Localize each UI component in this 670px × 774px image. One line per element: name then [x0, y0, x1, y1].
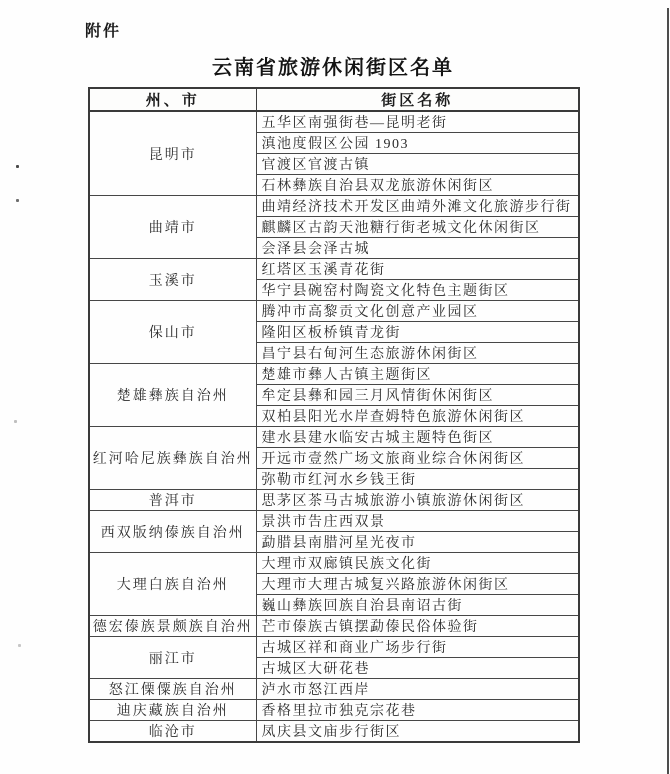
street-cell: 石林彝族自治县双龙旅游休闲街区: [256, 175, 579, 196]
region-cell: 曲靖市: [89, 196, 256, 259]
region-cell: 西双版纳傣族自治州: [89, 511, 256, 553]
street-cell: 红塔区玉溪青花街: [256, 259, 579, 280]
street-cell: 五华区南强街巷—昆明老街: [256, 111, 579, 133]
table-row: [89, 511, 579, 532]
table-row: [89, 700, 579, 721]
table-row: [89, 490, 579, 511]
scan-speck: [16, 199, 19, 202]
street-cell: 凤庆县文庙步行街区: [256, 721, 579, 743]
column-header-region: 州、市: [89, 88, 256, 111]
region-cell: 迪庆藏族自治州: [89, 700, 256, 721]
table-row: [89, 427, 579, 448]
scan-speck: [18, 644, 21, 647]
attachment-label: 附件: [85, 23, 122, 40]
table-row: [89, 111, 579, 133]
street-cell: 思茅区茶马古城旅游小镇旅游休闲街区: [256, 490, 579, 511]
street-cell: 弥勒市红河水乡钱王街: [256, 469, 579, 490]
region-cell: 怒江傈僳族自治州: [89, 679, 256, 700]
street-cell: 牟定县彝和园三月风情街休闲街区: [256, 385, 579, 406]
street-cell: 巍山彝族回族自治县南诏古街: [256, 595, 579, 616]
street-cell: 古城区祥和商业广场步行街: [256, 637, 579, 658]
table-header-row: [89, 88, 579, 111]
table-row: [89, 196, 579, 217]
street-cell: 大理市大理古城复兴路旅游休闲街区: [256, 574, 579, 595]
table-row: [89, 553, 579, 574]
page-title: 云南省旅游休闲街区名单: [212, 57, 454, 79]
street-cell: 建水县建水临安古城主题特色街区: [256, 427, 579, 448]
column-header-street: 街区名称: [256, 88, 579, 111]
region-cell: 普洱市: [89, 490, 256, 511]
region-cell: 玉溪市: [89, 259, 256, 301]
table-row: [89, 616, 579, 637]
table-header: [89, 88, 579, 111]
table-row: [89, 679, 579, 700]
table-row: [89, 364, 579, 385]
street-cell: 古城区大研花巷: [256, 658, 579, 679]
street-cell: 楚雄市彝人古镇主题街区: [256, 364, 579, 385]
table-row: [89, 259, 579, 280]
street-cell: 大理市双廊镇民族文化街: [256, 553, 579, 574]
street-cell: 滇池度假区公园 1903: [256, 133, 579, 154]
scan-speck: [14, 420, 17, 423]
street-cell: 曲靖经济技术开发区曲靖外滩文化旅游步行街: [256, 196, 579, 217]
region-cell: 丽江市: [89, 637, 256, 679]
street-cell: 隆阳区板桥镇青龙街: [256, 322, 579, 343]
region-cell: 临沧市: [89, 721, 256, 743]
street-cell: 双柏县阳光水岸查姆特色旅游休闲街区: [256, 406, 579, 427]
street-cell: 麒麟区古韵天池糖行街老城文化休闲街区: [256, 217, 579, 238]
table-body: [89, 111, 579, 742]
street-cell: 会泽县会泽古城: [256, 238, 579, 259]
table-row: [89, 721, 579, 743]
street-cell: 官渡区官渡古镇: [256, 154, 579, 175]
scan-speck: [16, 165, 19, 168]
street-cell: 景洪市告庄西双景: [256, 511, 579, 532]
street-cell: 芒市傣族古镇摆勐傣民俗体验街: [256, 616, 579, 637]
street-cell: 腾冲市高黎贡文化创意产业园区: [256, 301, 579, 322]
street-cell: 勐腊县南腊河星光夜市: [256, 532, 579, 553]
street-cell: 华宁县碗窑村陶瓷文化特色主题街区: [256, 280, 579, 301]
scan-edge-line: [667, 8, 669, 774]
street-cell: 香格里拉市独克宗花巷: [256, 700, 579, 721]
region-cell: 昆明市: [89, 111, 256, 196]
table-row: [89, 301, 579, 322]
region-cell: 红河哈尼族彝族自治州: [89, 427, 256, 490]
street-cell: 泸水市怒江西岸: [256, 679, 579, 700]
region-cell: 大理白族自治州: [89, 553, 256, 616]
region-cell: 德宏傣族景颇族自治州: [89, 616, 256, 637]
table-row: [89, 637, 579, 658]
street-cell: 开远市壹然广场文旅商业综合休闲街区: [256, 448, 579, 469]
region-cell: 保山市: [89, 301, 256, 364]
street-cell: 昌宁县右甸河生态旅游休闲街区: [256, 343, 579, 364]
street-list-table: [88, 87, 580, 743]
region-cell: 楚雄彝族自治州: [89, 364, 256, 427]
